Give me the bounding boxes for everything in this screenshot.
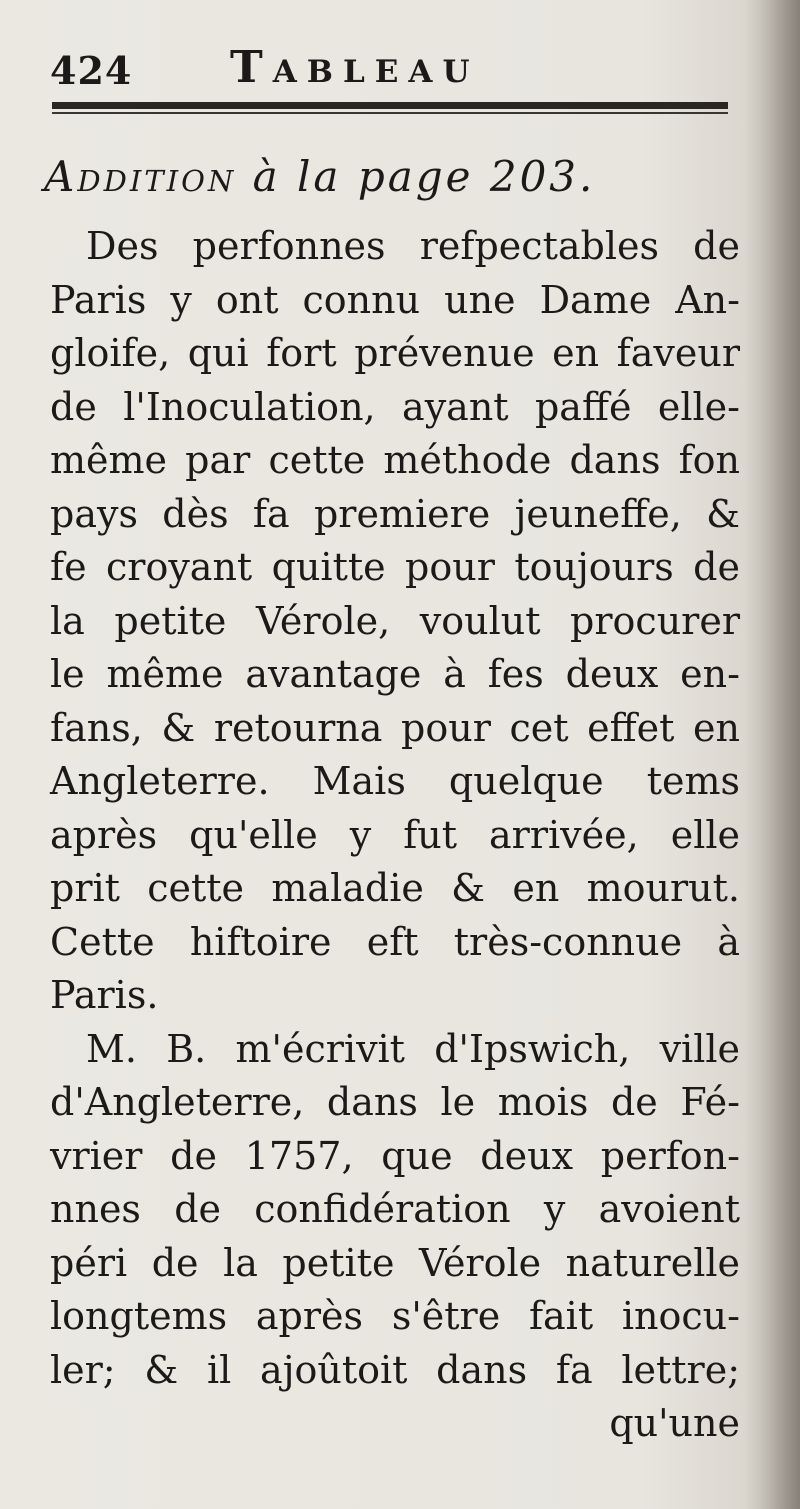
section-title (44, 152, 595, 201)
text-line: pays dès fa premiere jeuneffe, & (50, 491, 740, 536)
header-rule-thin (52, 112, 728, 114)
text-line: M. B. m'écrivit d'Ipswich, ville (86, 1026, 740, 1071)
header-rule-thick (52, 102, 728, 109)
text-line: longtems après s'être fait inocu- (50, 1294, 740, 1338)
text-line: fe croyant quitte pour toujours de (50, 545, 740, 589)
page-header (50, 38, 730, 98)
text-line: Paris. (50, 973, 159, 1017)
text-line: vrier de 1757, que deux perfon- (50, 1133, 740, 1178)
text-line: Cette hiftoire eft très-connue à (50, 919, 740, 964)
text-line: prit cette maladie & en mourut. (50, 866, 740, 910)
text-line: de l'Inoculation, ayant paffé elle- (50, 384, 740, 429)
text-line: la petite Vérole, voulut procurer (50, 598, 740, 643)
text-line: fans, & retourna pour cet effet en (50, 705, 740, 750)
text-line: Angleterre. Mais quelque tems (50, 759, 740, 803)
section-title-prefix: Addition (44, 152, 237, 201)
text-line: même par cette méthode dans fon (50, 438, 740, 482)
text-line: ler; & il ajoûtoit dans fa lettre; (50, 1347, 740, 1392)
text-line: péri de la petite Vérole naturelle (50, 1240, 740, 1285)
text-line: Des perfonnes refpectables de (86, 224, 740, 268)
text-line: le même avantage à fes deux en- (50, 652, 740, 696)
text-line: d'Angleterre, dans le mois de Fé- (50, 1080, 740, 1124)
catchword: qu'une (609, 1401, 740, 1445)
section-title-suffix: à la page 203. (252, 152, 596, 201)
page-number: 424 (50, 48, 133, 93)
running-head: Tableau (230, 42, 480, 93)
text-line: nnes de confidération y avoient (50, 1187, 740, 1231)
page-edge-shadow (745, 0, 800, 1509)
body-text (50, 220, 740, 1451)
text-line: après qu'elle y fut arrivée, elle (50, 812, 740, 857)
text-line: Paris y ont connu une Dame An- (50, 277, 740, 322)
text-line: gloife, qui fort prévenue en faveur (50, 331, 740, 375)
